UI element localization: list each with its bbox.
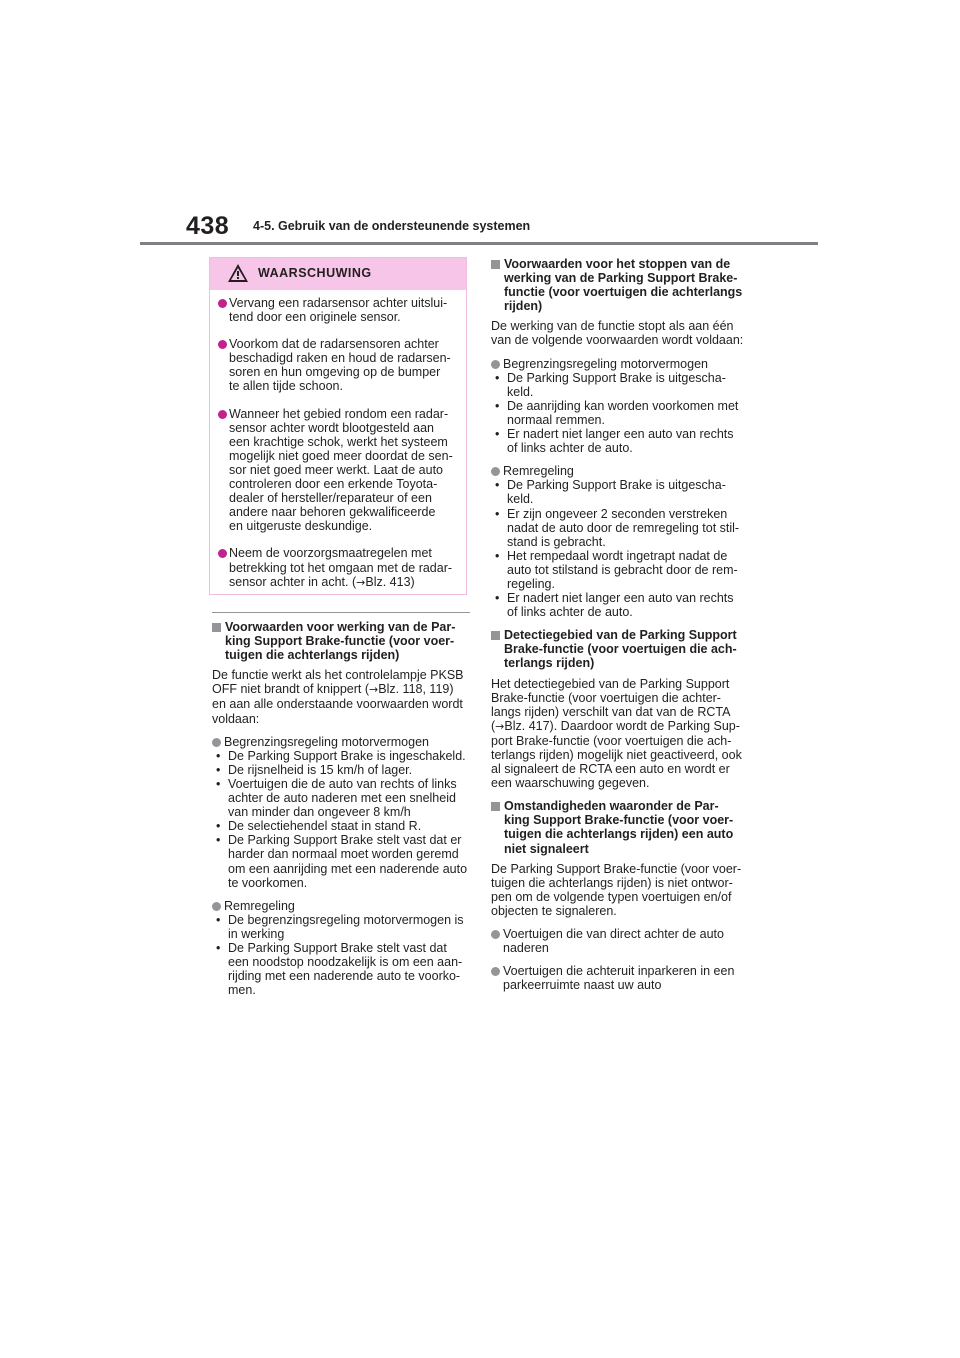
page-number: 438 [186,212,230,240]
warning-item-text: Wanneer het gebied rondom een radar- sensor achter wordt blootgesteld aan een krachtige schok, werkt het systeem mogelijk niet goed meer doordat de sen- sor niet goed meer werkt. Laat de auto controleren door een erkende Toyota- dealer of hersteller/reparateur of een andere naar behoren gekwalificeerde en uitgeruste deskundige. [229,406,453,534]
list-item-text: De aanrijding kan worden voorkomen met normaal remmen. [507,398,739,427]
warning-item-text: Vervang een radarsensor achter uitslui- tend door een originele sensor. [229,296,448,325]
list-item-text: Er nadert niet langer een auto van rechts of links achter de auto. [507,591,734,620]
list-item [212,941,470,997]
list-item [491,399,753,427]
heading-text: Voorwaarden voor het stoppen van de werking van de Parking Support Brake- functie (voor voertuigen die achterlangs rijden) [504,257,743,314]
bullet-icon [218,410,227,419]
paragraph-text: De functie werkt als het controlelampje PKSB OFF niet brandt of knippert ( [212,668,464,697]
heading-text: Detectiegebied van de Parking Support Brake-functie (voor voertuigen die ach- terlangs rijden) [504,628,737,671]
list-bullet-icon: • [216,748,221,763]
list-bullet-icon: • [216,776,221,791]
page-reference-link[interactable]: Blz. 413) [365,574,415,589]
bullet-title: Voertuigen die van direct achter de auto naderen [503,927,724,956]
page-reference-link[interactable]: Blz. 417). Daardoor wordt de Parking Sup- [504,718,740,733]
list-item [491,549,753,591]
list-item [212,833,470,889]
list-item-text: De Parking Support Brake is uitgescha- keld. [507,370,726,399]
paragraph: De Parking Support Brake-functie (voor voer- tuigen die achterlangs rijden) is niet ontwor- pen om de volgende typen voertuigen en/of objecten te signaleren. [491,861,742,918]
warning-item-text: Neem de voorzorgsmaatregelen met betrekking tot het omgaan met de radar- sensor achter in acht. ( [229,546,453,589]
list-item-text: Er zijn ongeveer 2 seconden verstreken nadat de auto door de remregeling tot stil- stand is gebracht. [507,506,740,549]
paragraph-text: Het detectiegebied van de Parking Support Brake-functie (voor voertuigen die achter- langs rijden) verschilt van dat van de RCTA ( [491,676,731,733]
bullet-group [491,964,753,992]
bullet-group [212,735,470,749]
list-item-text: De Parking Support Brake is ingeschakeld. [228,748,466,763]
heading-text: Voorwaarden voor werking van de Par- king Support Brake-functie (voor voer- tuigen die achterlangs rijden) [225,620,456,663]
list-bullet-icon: • [495,427,500,442]
paragraph [491,677,753,791]
list-item-text: De begrenzingsregeling motorvermogen is in werking [228,912,464,941]
bullet-title: Begrenzingsregeling motorvermogen [224,734,429,749]
bullet-icon [491,930,500,939]
list-item [491,427,753,455]
square-bullet-icon [491,802,500,811]
list-item [212,913,470,941]
list-bullet-icon: • [495,591,500,606]
warning-triangle-icon [227,263,249,283]
list-item-text: De Parking Support Brake stelt vast dat er harder dan normaal moet worden geremd om een aanrijding met een naderende auto te voorkomen. [228,833,468,890]
list-item [491,591,753,619]
list-bullet-icon: • [495,398,500,413]
list-item [212,749,470,763]
bullet-group [491,927,753,955]
bullet-group [212,899,470,913]
list-bullet-icon: • [216,912,221,927]
page-reference-link[interactable]: Blz. 118, 119) [378,682,454,697]
list-item-text: De rijsnelheid is 15 km/h of lager. [228,762,413,777]
list-bullet-icon: • [495,548,500,563]
list-item [491,507,753,549]
subsection-heading [491,628,753,670]
bullet-icon [218,549,227,558]
bullet-icon [218,299,227,308]
right-column [491,257,753,992]
list-bullet-icon: • [495,370,500,385]
square-bullet-icon [212,623,221,632]
bullet-group [491,357,753,371]
heading-text: Omstandigheden waaronder de Par- king Support Brake-functie (voor voer- tuigen die achterlangs rijden) een auto niet signaleert [504,799,734,856]
bullet-title: Voertuigen die achteruit inparkeren in een parkeerruimte naast uw auto [503,964,735,993]
bullet-icon [212,738,221,747]
list-item [212,763,470,777]
square-bullet-icon [491,260,500,269]
list-bullet-icon: • [216,762,221,777]
paragraph: De werking van de functie stopt als aan één van de volgende voorwaarden wordt voldaan: [491,319,744,348]
arrow-icon: → [369,683,379,697]
subsection-heading [491,257,753,313]
warning-item [218,337,458,393]
list-item-text: Het rempedaal wordt ingetrapt nadat de auto tot stilstand is gebracht door de rem- regeling. [507,548,738,591]
warning-item [218,407,458,534]
list-item-text: Er nadert niet langer een auto van rechts of links achter de auto. [507,427,734,456]
list-item [491,478,753,506]
warning-box [209,257,467,595]
arrow-icon: → [356,575,366,589]
list-item [212,819,470,833]
list-bullet-icon: • [216,833,221,848]
header-rule [140,242,818,245]
bullet-icon [212,902,221,911]
warning-item-text: Voorkom dat de radarsensoren achter beschadigd raken en houd de radarsen- soren en hun omgeving op de bumper te allen tijde schoon. [229,337,451,394]
list-item-text: De Parking Support Brake is uitgescha- keld. [507,478,726,507]
list-item [491,371,753,399]
warning-header [210,258,466,290]
subsection-heading [212,620,470,662]
bullet-title: Remregeling [503,464,574,479]
warning-item [218,546,458,589]
list-bullet-icon: • [495,478,500,493]
list-bullet-icon: • [216,940,221,955]
bullet-icon [491,467,500,476]
list-item-text: De selectiehendel staat in stand R. [228,819,422,834]
paragraph-text: port Brake-functie (voor voertuigen die ach- terlangs rijden) mogelijk niet geactiveerd, ook al signaleert de RCTA een auto en wordt er een waarschuwing gegeven. [491,733,742,791]
paragraph-text: en aan alle onderstaande voorwaarden wordt voldaan: [212,697,463,726]
bullet-group [491,464,753,478]
warning-item [218,296,458,324]
bullet-icon [491,360,500,369]
list-item-text: De Parking Support Brake stelt vast dat een noodstop noodzakelijk is om een aan- rijding met een naderende auto te voorko- men. [228,940,463,998]
paragraph [212,668,470,725]
bullet-icon [491,967,500,976]
subsection-heading [491,799,753,855]
bullet-title: Remregeling [224,898,295,913]
list-item [212,777,470,819]
warning-title: WAARSCHUWING [258,266,372,280]
separator-rule [212,612,470,613]
bullet-title: Begrenzingsregeling motorvermogen [503,356,708,371]
arrow-icon: → [495,719,505,733]
list-bullet-icon: • [216,819,221,834]
list-bullet-icon: • [495,506,500,521]
section-title: 4-5. Gebruik van de ondersteunende systemen [253,219,531,233]
bullet-icon [218,340,227,349]
square-bullet-icon [491,631,500,640]
list-item-text: Voertuigen die de auto van rechts of links achter de auto naderen met een snelheid van minder dan ongeveer 8 km/h [228,776,457,820]
left-column [212,620,470,997]
